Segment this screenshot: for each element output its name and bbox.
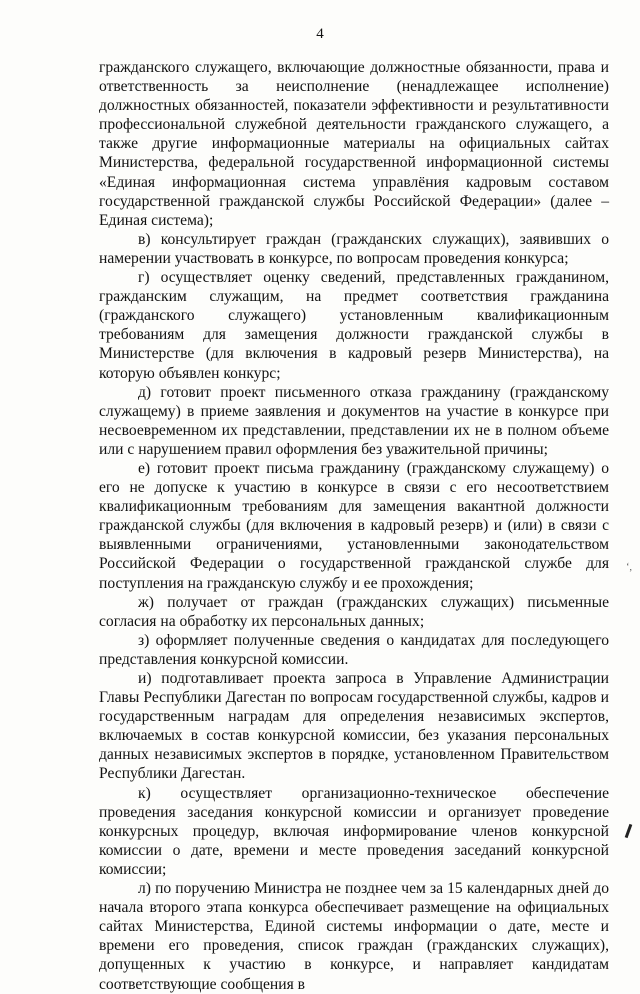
paragraph: г) осуществляет оценку сведений, представленных гражданином, гражданским служащим, на предмет соответствия гражданина (гражданского служащего) установленным квалификационным требованиям для замещения должности гражданской службы в Министерстве (для включения в кадровый резерв Министерства), на которую объявлен конкурс;	[99, 269, 609, 382]
document-body	[99, 58, 609, 994]
paragraph: гражданского служащего, включающие должностные обязанности, права и ответственность за неисполнение (ненадлежащее исполнение) должностных обязанностей, показатели эффективности и результативности профессиональной служебной деятельности гражданского служащего, а также другие информационные материалы на официальных сайтах Министерства, федеральной государственной информационной системы «Единая информационная система управлёния кадровым составом государственной гражданской службы Российской Федерации» (далее – Единая система);	[99, 59, 609, 229]
scan-artifact-mark: ʻ,	[626, 562, 632, 573]
paragraph: д) готовит проект письменного отказа гражданину (гражданскому служащему) в приеме заявления и документов на участие в конкурсе при несвоевременном их представлении, представлении их не в полном объеме или с нарушением правил оформления без уважительной причины;	[99, 383, 609, 458]
paragraph: и) подготавливает проекта запроса в Управление Администрации Главы Республики Дагестан по вопросам государственной службы, кадров и государственным наградам для определения независимых экспертов, включаемых в состав конкурсной комиссии, без указания персональных данных независимых экспертов в порядке, установленном Правительством Республики Дагестан.	[99, 670, 609, 783]
paragraph: ж) получает от граждан (гражданских служащих) письменные согласия на обработку их персональных данных;	[99, 593, 609, 630]
page-number: 4	[316, 26, 324, 42]
paragraph: е) готовит проект письма гражданину (гражданскому служащему) о его не допуске к участию в конкурсе в связи с его несоответствием квалификационным требованиям для замещения вакантной должности гражданской службы (для включения в кадровый резерв) и (или) в связи с выявленными ограничениями, установленными законодательством Российской Федерации о государственной гражданской службе для поступления на гражданскую службу и ее прохождения;	[99, 459, 609, 592]
scan-artifact-stroke	[625, 824, 633, 838]
paragraph: з) оформляет полученные сведения о кандидатах для последующего представления конкурсной комиссии.	[99, 631, 609, 668]
paragraph: л) по поручению Министра не позднее чем за 15 календарных дней до начала второго этапа конкурса обеспечивает размещение на официальных сайтах Министерства, Единой системы информации о дате, месте и времени его проведения, список граждан (гражданских служащих), допущенных к участию в конкурсе, и направляет кандидатам соответствующие сообщения в	[99, 880, 609, 993]
paragraph: в) консультирует граждан (гражданских служащих), заявивших о намерении участвовать в конкурсе, по вопросам проведения конкурса;	[99, 230, 609, 267]
paragraph: к) осуществляет организационно-техническое обеспечение проведения заседания конкурсной комиссии и организует проведение конкурсных процедур, включая информирование членов конкурсной комиссии о дате, времени и месте проведения заседаний конкурсной комиссии;	[99, 784, 609, 878]
